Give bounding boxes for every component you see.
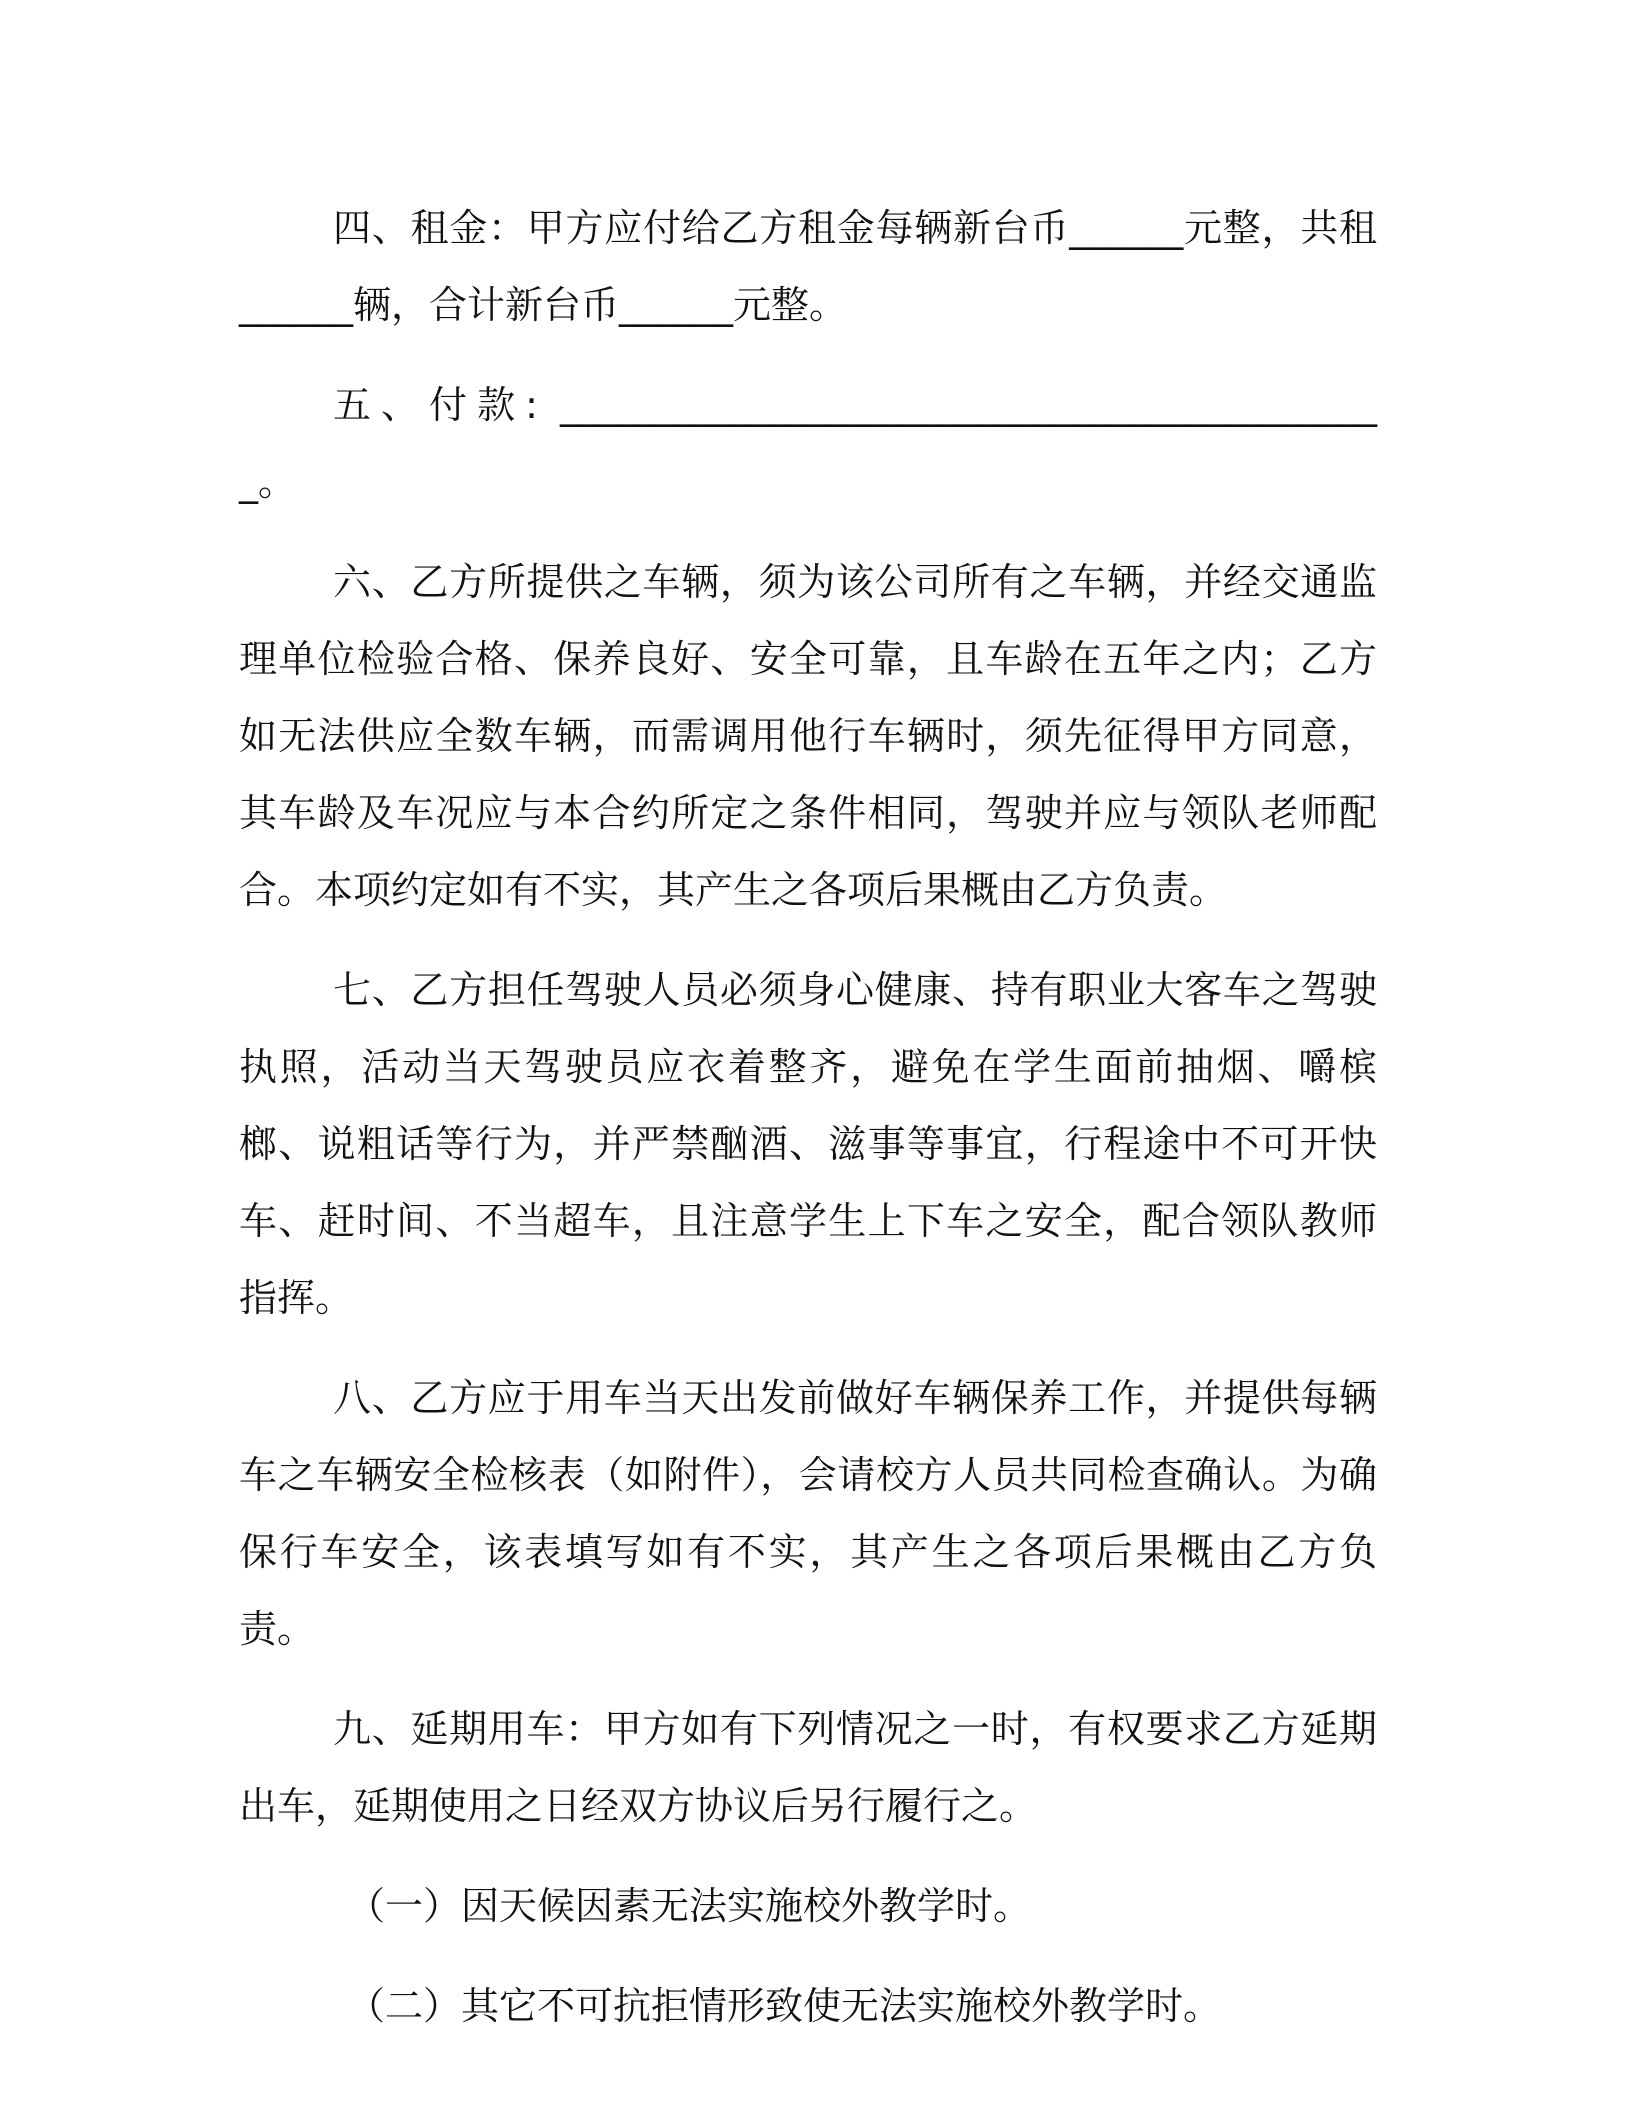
clause-payment: 五、付款: ____________________________________________。 — [239, 383, 1377, 504]
postponement-item-2: （二）其它不可抗拒情形致使无法实施校外教学时。 — [347, 1984, 1222, 2028]
clause-postponement: 九、延期用车：甲方如有下列情况之一时，有权要求乙方延期出车，延期使用之日经双方协议后另行履行之。 — [239, 1707, 1377, 1828]
postponement-item-1: （一）因天候因素无法实施校外教学时。 — [347, 1884, 1032, 1928]
document-body — [239, 190, 1377, 2045]
clause-driver-requirements: 七、乙方担任驾驶人员必须身心健康、持有职业大客车之驾驶执照，活动当天驾驶员应衣着整齐，避免在学生面前抽烟、嚼槟榔、说粗话等行为，并严禁酗酒、滋事等事宜，行程途中不可开快车、赶时间、不当超车，且注意学生上下车之安全，配合领队教师指挥。 — [239, 968, 1377, 1320]
clause-vehicle-requirements: 六、乙方所提供之车辆，须为该公司所有之车辆，并经交通监理单位检验合格、保养良好、安全可靠，且车龄在五年之内；乙方如无法供应全数车辆，而需调用他行车辆时，须先征得甲方同意，其车龄及车况应与本合约所定之条件相同，驾驶并应与领队老师配合。本项约定如有不实，其产生之各项后果概由乙方负责。 — [239, 560, 1377, 912]
clause-rent: 四、租金：甲方应付给乙方租金每辆新台币______元整，共租______辆，合计新台币______元整。 — [239, 206, 1377, 327]
clause-vehicle-maintenance: 八、乙方应于用车当天出发前做好车辆保养工作，并提供每辆车之车辆安全检核表（如附件），会请校方人员共同检查确认。为确保行车安全，该表填写如有不实，其产生之各项后果概由乙方负责。 — [239, 1376, 1377, 1651]
